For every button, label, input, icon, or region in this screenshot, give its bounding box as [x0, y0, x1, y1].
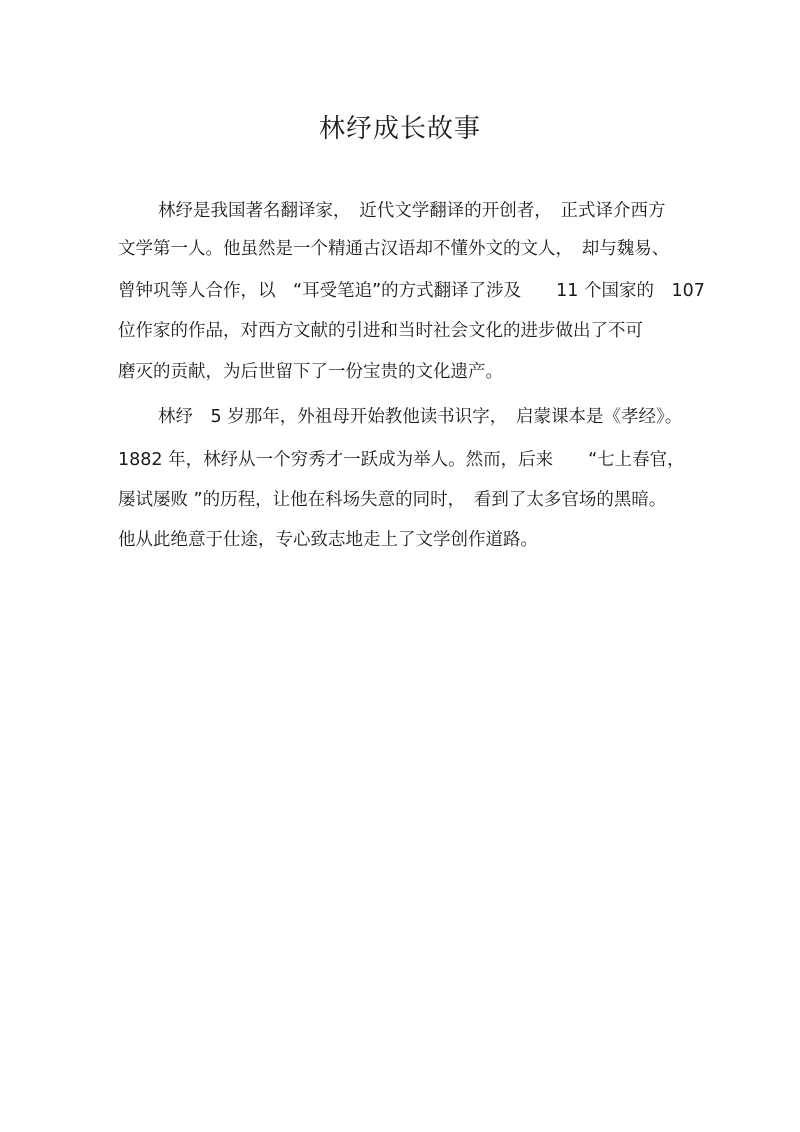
paragraph-line: 1882 年，林纾从一个穷秀才一跃成为举人。然而，后来 “七上春官，	[118, 450, 685, 470]
paragraph-line: 他从此绝意于仕途，专心致志地走上了文学创作道路。	[118, 530, 538, 550]
paragraph-line: 磨灭的贡献，为后世留下了一份宝贵的文化遗产。	[118, 362, 503, 382]
paragraph-line: 曾钟巩等人合作，以 “耳受笔追”的方式翻译了涉及 11 个国家的 107	[118, 281, 705, 301]
paragraph-line: 位作家的作品，对西方文献的引进和当时社会文化的进步做出了不可	[118, 321, 643, 341]
document-title: 林纾成长故事	[318, 114, 481, 144]
paragraph-line: 林纾是我国著名翻译家， 近代文学翻译的开创者， 正式译介西方	[158, 201, 666, 221]
paragraph-line: 文学第一人。他虽然是一个精通古汉语却不懂外文的文人， 却与魏易、	[118, 239, 670, 259]
paragraph-line: 屡试屡败 ”的历程，让他在科场失意的同时， 看到了太多官场的黑暗。	[118, 490, 667, 510]
paragraph-line: 林纾 5 岁那年，外祖母开始教他读书识字， 启蒙课本是《孝经》。	[158, 407, 683, 427]
